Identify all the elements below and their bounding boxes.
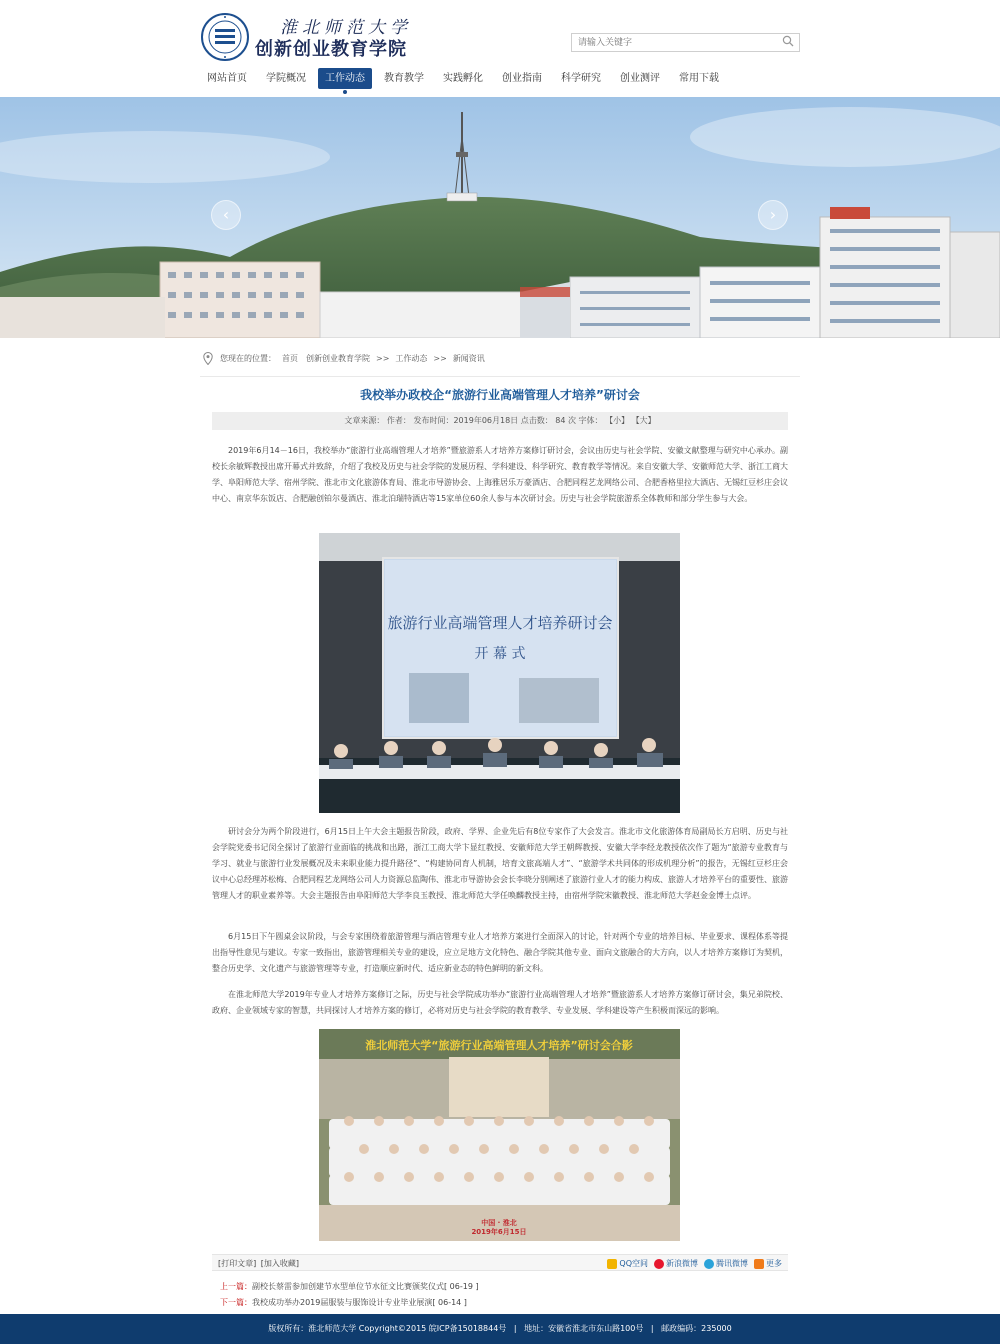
add-favorite-link[interactable]: [加入收藏] [260,1259,300,1268]
group-photo-image [319,1029,680,1241]
group-photo-banner-text: 淮北师范大学“旅游行业高端管理人才培养”研讨会合影 [365,1039,633,1052]
next-article-link[interactable]: 我校成功举办2019届服装与服饰设计专业毕业展演[ 06-14 ] [252,1298,467,1307]
search-input[interactable] [572,34,777,51]
article-paragraph-2: 研讨会分为两个阶段进行，6月15日上午大会主题报告阶段，政府、学界、企业先后有8位专家作了大会发言。淮北市文化旅游体育局副局长方启明、历史与社会学院党委书记闵全探讨了旅游行业面临的挑战和出路，浙江工商大学卞显红教授、安徽师范大学王朝辉教授、安徽大学李经龙教授依次作了题为“旅游专业教育与学习、就业与旅游行业发展概况及未来职业能力提升路径”、“构建协同育人机制，培育文旅高端人才”、“旅游学术共同体的形成机理分析”的报告，无锡红豆杉庄会议中心总经理苏松梅、合肥同程艺龙网络公司人力资源总监陶伟、淮北市导游协会会长李晓分别阐述了旅游行业人才的能力构成、旅游人才培养平台的重要性、旅游管理人才的职业素养等。大会主题报告由阜阳师范大学李良玉教授、淮北师范大学任唤麟教授主持，由宿州学院宋徽教授、淮北师范大学赵金金博士点评。 [212,827,788,900]
footer-divider: | [650,1324,654,1333]
breadcrumb-college[interactable]: 创新创业教育学院 [306,353,370,363]
breadcrumb-lead: 您现在的位置： [220,353,276,363]
nav-item-news[interactable]: 工作动态 [318,68,372,89]
font-small-button[interactable]: 【小】 [605,416,630,425]
photo-group [319,1029,680,1241]
college-title: 创新创业教育学院 [255,39,407,60]
share-qzone-label: QQ空间 [619,1259,648,1268]
footer-copyright: 版权所有：淮北师范大学 Copyright©2015 皖ICP备15018844号 [268,1324,507,1333]
photo-opening-ceremony [319,533,680,813]
nav-item-downloads[interactable]: 常用下载 [679,73,719,84]
nav-item-guide[interactable]: 创业指南 [502,73,542,84]
footer-divider: | [513,1324,517,1333]
next-article [220,1297,467,1309]
article-paragraph-4: 在淮北师范大学2019年专业人才培养方案修订之际，历史与社会学院成功举办“旅游行业高端管理人才培养”暨旅游系人才培养方案修订研讨会，集兄弟院校、政府、企业领域专家的智慧，共同探讨人才培养方案的修订，必将对历史与社会学院的教育教学、专业发展、学科建设等产生积极而深远的影响。 [212,990,788,1015]
campus-scene-image [0,97,1000,338]
article-meta [212,412,788,430]
tencent-weibo-icon [704,1259,714,1269]
site-header [0,0,1000,66]
font-large-button[interactable]: 【大】 [631,416,656,425]
nav-item-about[interactable]: 学院概况 [266,73,306,84]
prev-article-label: 上一篇： [220,1282,252,1291]
opening-ceremony-image [319,533,680,813]
nav-item-home[interactable]: 网站首页 [207,73,247,84]
chevron-left-icon: ‹ [222,205,230,224]
plus-icon [754,1259,764,1269]
site-footer [0,1314,1000,1344]
footer-address: 地址：安徽省淮北市东山路100号 [524,1324,644,1333]
screen-text-title: 旅游行业高端管理人才培养研讨会 [387,614,613,632]
article-tools-bar [212,1254,788,1271]
location-pin-icon [203,352,213,365]
nav-item-research[interactable]: 科学研究 [561,73,601,84]
breadcrumb-divider [200,376,800,377]
breadcrumb-current[interactable]: 新闻资讯 [452,353,485,363]
print-article-link[interactable]: [打印文章] [218,1259,257,1268]
main-nav [200,68,800,92]
breadcrumb-news[interactable]: 工作动态 [395,353,428,363]
nav-item-incubation[interactable]: 实践孵化 [443,73,483,84]
share-bar [601,1256,782,1271]
next-article-label: 下一篇： [220,1298,252,1307]
hero-banner [0,97,1000,338]
breadcrumb [203,350,485,366]
share-more-button[interactable] [754,1256,782,1271]
university-name-script: 淮北师范大学 [280,18,412,38]
article-title: 我校举办政校企“旅游行业高端管理人才培养”研讨会 [360,388,640,402]
footer-postcode: 邮政编码：235000 [661,1324,732,1333]
search-box [571,33,800,52]
share-tencent-weibo-button[interactable] [704,1256,748,1271]
magnifier-icon [782,35,794,47]
article-paragraph-1: 2019年6月14－16日，我校举办“旅游行业高端管理人才培养”暨旅游系人才培养方案修订研讨会，会议由历史与社会学院、安徽文献整理与研究中心承办。副校长余敏辉教授出席开幕式并致辞，介绍了我校及历史与社会学院的发展历程、学科建设、科学研究、教育教学等情况。来自安徽大学、安徽师范大学、浙江工商大学、阜阳师范大学、宿州学院、淮北市文化旅游体育局、淮北市导游协会、上海雅居乐万豪酒店、合肥同程艺龙网络公司、合肥香格里拉大酒店、无锡红豆杉庄会议中心、南京华东饭店、合肥融创铂尔曼酒店、淮北泊瑞特酒店等15家单位60余人参与本次研讨会。历史与社会学院旅游系全体教师和部分学生参与大会。 [212,446,788,503]
screen-text-subtitle: 开 幕 式 [474,646,526,662]
qzone-star-icon [607,1259,617,1269]
prev-article-link[interactable]: 副校长蔡雷参加创建节水型单位节水征文比赛颁奖仪式[ 06-19 ] [252,1282,479,1291]
share-qzone-button[interactable] [607,1256,648,1271]
breadcrumb-separator: >> [433,353,447,363]
share-weibo-label: 新浪微博 [666,1259,698,1268]
group-photo-caption-place: 中国 · 淮北 [481,1219,517,1227]
group-photo-caption-date: 2019年6月15日 [471,1228,527,1236]
article-paragraph-3: 6月15日下午圆桌会议阶段，与会专家围绕着旅游管理与酒店管理专业人才培养方案进行全面深入的讨论，针对两个专业的培养目标、毕业要求、课程体系等提出指导性意见与建议。专家一致指出，旅游管理相关专业的建设，应立足地方文化特色、融合学院其他专业、面向文旅融合的大方向，以人才培养方案修订为契机，整合历史学、文化遗产与旅游管理等专业，打造顺应新时代、适应新业态的特色鲜明的新文科。 [212,932,788,973]
search-button[interactable] [780,35,796,50]
prev-article [220,1281,479,1293]
banner-prev-button[interactable] [211,200,241,230]
article-meta-text: 文章来源： 作者： 发布时间：2019年06月18日 点击数： 84 次 字体： [344,416,603,425]
share-more-label: 更多 [766,1259,782,1268]
nav-item-assessment[interactable]: 创业测评 [620,73,660,84]
weibo-icon [654,1259,664,1269]
breadcrumb-home[interactable]: 首页 [282,353,298,363]
banner-next-button[interactable] [758,200,788,230]
university-seal-icon[interactable] [201,13,249,61]
nav-item-teaching[interactable]: 教育教学 [384,73,424,84]
share-weibo-button[interactable] [654,1256,698,1271]
chevron-right-icon: › [769,205,777,224]
breadcrumb-separator: >> [376,353,390,363]
share-tencent-weibo-label: 腾讯微博 [716,1259,748,1268]
